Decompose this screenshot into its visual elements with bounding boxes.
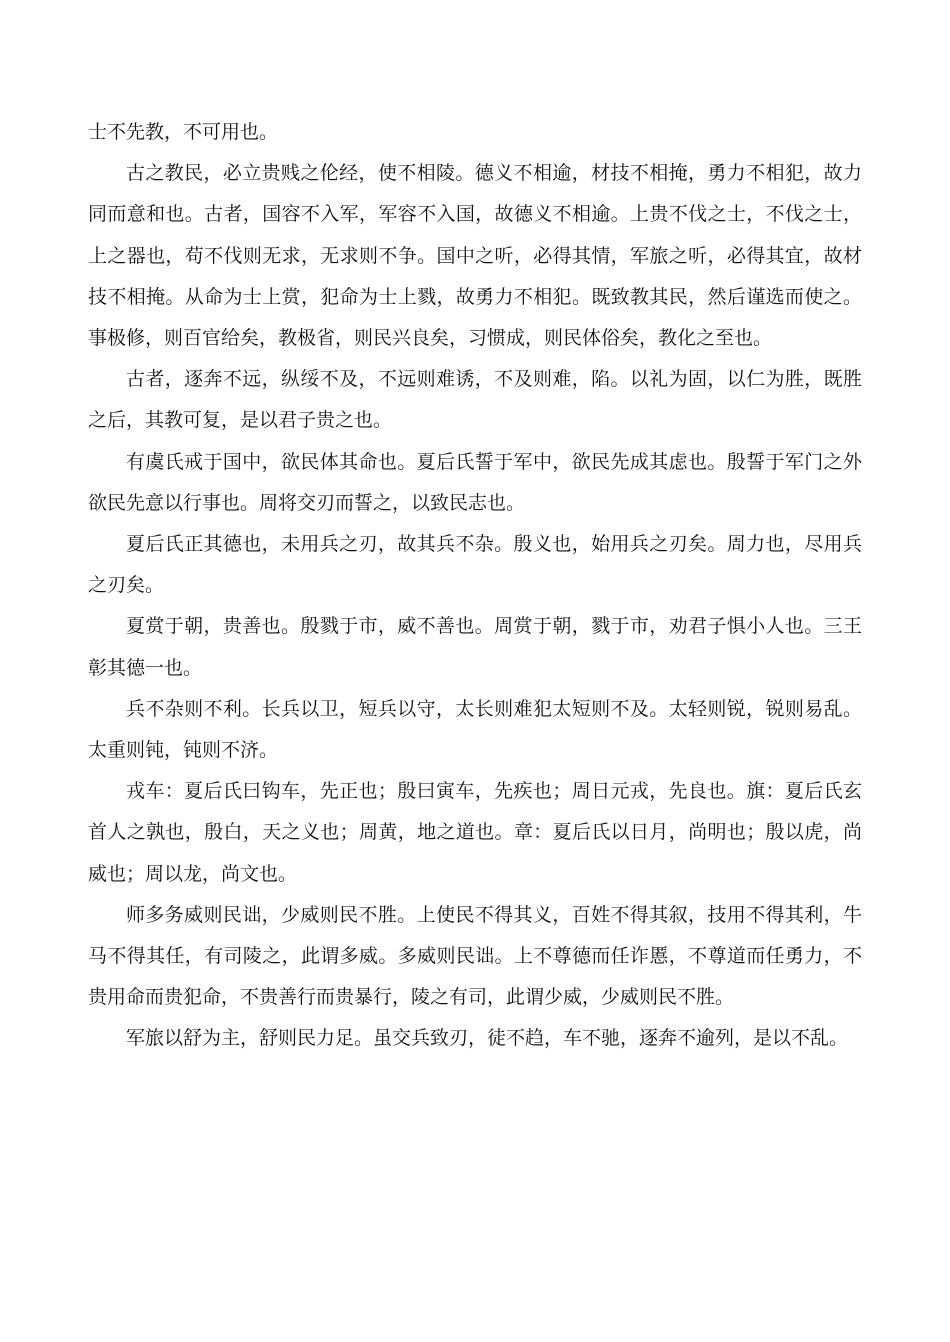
- paragraph-5: 夏后氏正其德也，未用兵之刃，故其兵不杂。殷义也，始用兵之刃矣。周力也，尽用兵之刃矣。: [88, 533, 862, 597]
- paragraph-2: 古之教民，必立贵贱之伦经，使不相陵。德义不相逾，材技不相掩，勇力不相犯，故力同而意和也。古者，国容不入军，军容不入国，故德义不相逾。上贵不伐之士，不伐之士，上之器也，苟不伐则无求，无求则不争。国中之听，必得其情，军旅之听，必得其宜，故材技不相掩。从命为士上赏，犯命为士上戮，故勇力不相犯。既致教其民，然后谨选而使之。事极修，则百官给矣，教极省，则民兴良矣，习惯成，则民体俗矣，教化之至也。: [88, 162, 862, 350]
- paragraph-7: 兵不杂则不利。长兵以卫，短兵以守，太长则难犯太短则不及。太轻则锐，锐则易乱。太重则钝，钝则不济。: [88, 697, 862, 762]
- paragraph-3: 古者，逐奔不远，纵绥不及，不远则难诱，不及则难，陷。以礼为固，以仁为胜，既胜之后，其教可复，是以君子贵之也。: [88, 368, 862, 432]
- paragraph-6: 夏赏于朝，贵善也。殷戮于市，威不善也。周赏于朝，戮于市，劝君子惧小人也。三王彰其德一也。: [88, 615, 862, 679]
- paragraph-1: 士不先教，不可用也。: [88, 121, 279, 143]
- paragraph-10: 军旅以舒为主，舒则民力足。虽交兵致刃，徒不趋，车不驰，逐奔不逾列，是以不乱。: [126, 1027, 849, 1050]
- paragraph-9: 师多务威则民诎，少威则民不胜。上使民不得其义，百姓不得其叙，技用不得其利，牛马不得其任，有司陵之，此谓多威。多威则民诎。上不尊德而任诈慝，不尊道而任勇力，不贵用命而贵犯命，不贵善行而贵暴行，陵之有司，此谓少威，少威则民不胜。: [88, 903, 862, 1009]
- document-page: [88, 112, 862, 1060]
- paragraph-8: 戎车：夏后氏曰钩车，先正也；殷曰寅车，先疾也；周日元戎，先良也。旗：夏后氏玄首人之孰也，殷白，天之义也；周黄，地之道也。章：夏后氏以日月，尚明也；殷以虎，尚威也；周以龙，尚文也。: [88, 780, 862, 885]
- paragraph-4: 有虞氏戒于国中，欲民体其命也。夏后氏誓于军中，欲民先成其虑也。殷誓于军门之外欲民先意以行事也。周将交刃而誓之，以致民志也。: [88, 450, 862, 514]
